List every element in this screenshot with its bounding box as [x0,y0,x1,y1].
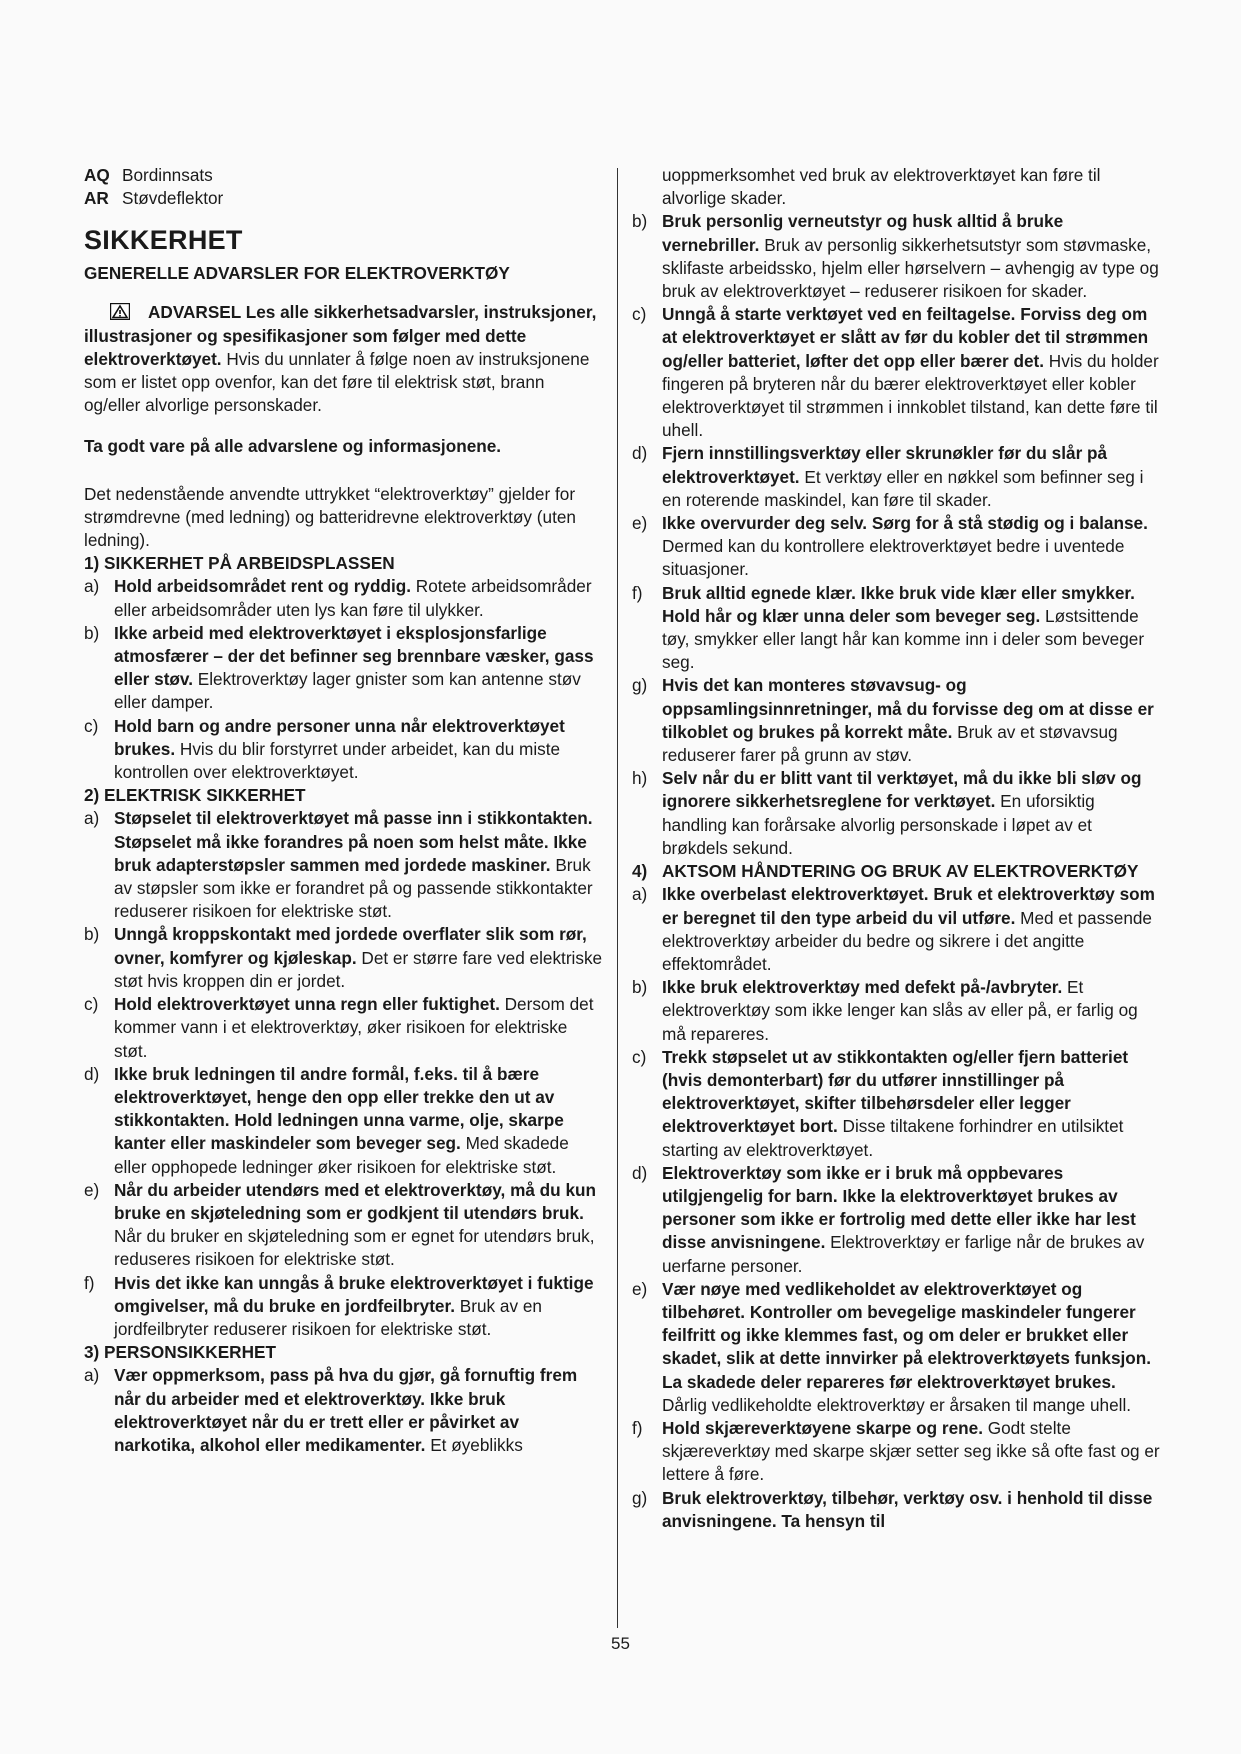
section-heading: 4) AKTSOM HÅNDTERING OG BRUK AV ELEKTROVERKTØY [632,861,1139,882]
left-column [84,164,604,1457]
warning-paragraph: ADVARSEL Les alle sikkerhetsadvarsler, instruksjoner, illustrasjoner og spesifikasjoner som følger med dette elektroverktøyet. Hvis du unnlater å følge noen av instruksjonene som er listet opp ovenfor, kan det føre til elektrisk støt, brann og/eller alvorlige personskader. [84,302,597,416]
list-item: b) Ikke bruk elektroverktøy med defekt på-/avbryter. Et elektroverktøy som ikke lenger kan slås av eller på, er farlig og må repareres. [632,977,1138,1044]
keep-notice: Ta godt vare på alle advarslene og informasjonene. [84,436,502,457]
section-title: SIKKERHET [84,225,243,256]
section-heading: 2) ELEKTRISK SIKKERHET [84,785,306,806]
right-column [632,164,1160,1533]
list-item: c) Trekk støpselet ut av stikkontakten og/eller fjern batteriet (hvis demonterbart) før du utfører innstillinger på elektroverktøyet, skifter tilbehørsdeler eller legger elektroverktøyet bort. Disse tiltakene forhindrer en utilsiktet starting av elektroverktøyet. [632,1046,1129,1160]
list-item: g) Bruk elektroverktøy, tilbehør, verktøy osv. i henhold til disse anvisningene. Ta hensyn til [632,1487,1153,1531]
list-item: c) Unngå å starte verktøyet ved en feiltagelse. Forviss deg om at elektroverktøyet er slått av før du kobler det til strømmen og/eller batteriet, løfter det opp eller bærer det. Hvis du holder fingeren på bryteren når du bærer elektroverktøyet eller kobler elektroverktøyet til strømmen i innkoblet tilstand, kan dette føre til uhell. [632,304,1159,441]
list-item: d) Elektroverktøy som ikke er i bruk må oppbevares utilgjengelig for barn. Ikke la elektroverktøyet brukes av personer som ikke er fortrolig med dette eller ikke har lest disse anvisningene. Elektroverktøy er farlige når de brukes av uerfarne personer. [632,1162,1145,1276]
page-number: 55 [611,1634,630,1653]
list-item: d) Fjern innstillingsverktøy eller skrunøkler før du slår på elektroverktøyet. Et verktøy eller en nøkkel som befinner seg i en roterende maskindel, kan føre til skader. [632,443,1144,510]
list-item: d) Ikke bruk ledningen til andre formål, f.eks. til å bære elektroverktøyet, henge den opp eller trekke den ut av stikkontakten. Hold ledningen unna varme, olje, skarpe kanter eller maskindeler som beveger seg. Med skadede eller opphopede ledninger øker risikoen for elektriske støt. [84,1063,569,1177]
list-item: c) Hold barn og andre personer unna når elektroverktøyet brukes. Hvis du blir forstyrret under arbeidet, kan du miste kontrollen over elektroverktøyet. [84,715,565,783]
list-item: a) Støpselet til elektroverktøyet må passe inn i stikkontakten. Støpselet må ikke forandres på noen som helst måte. Ikke bruk adapterstøpsler sammen med jordede maskiner. Bruk av støpsler som ikke er forandret på og passende stikkontakter reduserer risikoen for elektriske støt. [84,808,593,922]
definition-paragraph: Det nedenstående anvendte uttrykket “elektroverktøy” gjelder for strømdrevne (med ledning) og batteridrevne elektroverktøy (uten ledning). [84,483,576,551]
list-item: b) Bruk personlig verneutstyr og husk alltid å bruke vernebriller. Bruk av personlig sikkerhetsutstyr som støvmaske, sklifaste arbeidssko, hjelm eller hørselvern – avhengig av type og bruk av elektroverktøyet – reduserer risikoen for skader. [632,211,1159,302]
list-item: g) Hvis det kan monteres støvavsug- og oppsamlingsinnretninger, må du forvisse deg om at disse er tilkoblet og brukes på korrekt måte. Bruk av et støvavsug reduserer farer på grunn av støv. [632,675,1154,766]
section-heading: 3) PERSONSIKKERHET [84,1342,276,1363]
list-item: c) Hold elektroverktøyet unna regn eller fuktighet. Dersom det kommer vann i et elektroverktøy, øker risikoen for elektriske støt. [84,994,594,1061]
list-item: e) Ikke overvurder deg selv. Sørg for å stå stødig og i balanse. Dermed kan du kontrollere elektroverktøyet bedre i uventede situasjoner. [632,513,1148,580]
continued-text: uoppmerksomhet ved bruk av elektroverktøyet kan føre til alvorlige skader. [662,165,1101,209]
list-item: a) Ikke overbelast elektroverktøyet. Bruk et elektroverktøy som er beregnet til den type arbeid du vil utføre. Med et passende elektroverktøy arbeider du bedre og sikrere i det angitte effektområdet. [632,884,1155,974]
list-item: a) Hold arbeidsområdet rent og ryddig. Rotete arbeidsområder eller arbeidsområder uten lys kan føre til ulykker. [84,576,592,620]
list-item: f) Hold skjæreverktøyene skarpe og rene. Godt stelte skjæreverktøy med skarpe skjær setter seg ikke så ofte fast og er lettere å føre. [632,1417,1160,1485]
legend-item: AQ Bordinnsats [84,165,213,185]
legend-item: AR Støvdeflektor [84,188,224,209]
list-item: b) Unngå kroppskontakt med jordede overflater slik som rør, ovner, komfyrer og kjøleskap. Det er større fare ved elektriske støt hvis kroppen din er jordet. [84,924,603,991]
column-divider [617,168,618,1628]
list-item: f) Hvis det ikke kan unngås å bruke elektroverktøyet i fuktige omgivelser, må du bruke en jordfeilbryter. Bruk av en jordfeilbryter reduserer risikoen for elektriske støt. [84,1272,594,1339]
section-subtitle: GENERELLE ADVARSLER FOR ELEKTROVERKTØY [84,263,510,284]
list-item: h) Selv når du er blitt vant til verktøyet, må du ikke bli sløv og ignorere sikkerhetsreglene for verktøyet. En uforsiktig handling kan forårsake alvorlig personskade i løpet av et brøkdels sekund. [632,768,1142,858]
section-heading: 1) SIKKERHET PÅ ARBEIDSPLASSEN [84,553,395,574]
list-item: b) Ikke arbeid med elektroverktøyet i eksplosjonsfarlige atmosfærer – der det befinner seg brennbare væsker, gass eller støv. Elektroverktøy lager gnister som kan antenne støv eller damper. [84,622,594,713]
warning-icon [110,303,130,320]
list-item: f) Bruk alltid egnede klær. Ikke bruk vide klær eller smykker. Hold hår og klær unna deler som beveger seg. Løstsittende tøy, smykker eller langt hår kan komme inn i deler som beveger seg. [632,582,1145,673]
list-item: e) Vær nøye med vedlikeholdet av elektroverktøyet og tilbehøret. Kontroller om bevegelige maskindeler fungerer feilfritt og ikke klemmes fast, og om deler er brukket eller skadet, slik at dette innvirker på elektroverktøyets funksjon. La skadede deler repareres før elektroverktøyet brukes. Dårlig vedlikeholdte elektroverktøy er årsaken til mange uhell. [632,1278,1152,1415]
list-item: a) Vær oppmerksom, pass på hva du gjør, gå fornuftig frem når du arbeider med et elektroverktøy. Ikke bruk elektroverktøyet når du er trett eller er påvirket av narkotika, alkohol eller medikamenter. Et øyeblikks [84,1365,578,1455]
list-item: e) Når du arbeider utendørs med et elektroverktøy, må du kun bruke en skjøteledning som er godkjent til utendørs bruk. Når du bruker en skjøteledning som er egnet for utendørs bruk, reduseres risikoen for elektriske støt. [84,1179,597,1270]
